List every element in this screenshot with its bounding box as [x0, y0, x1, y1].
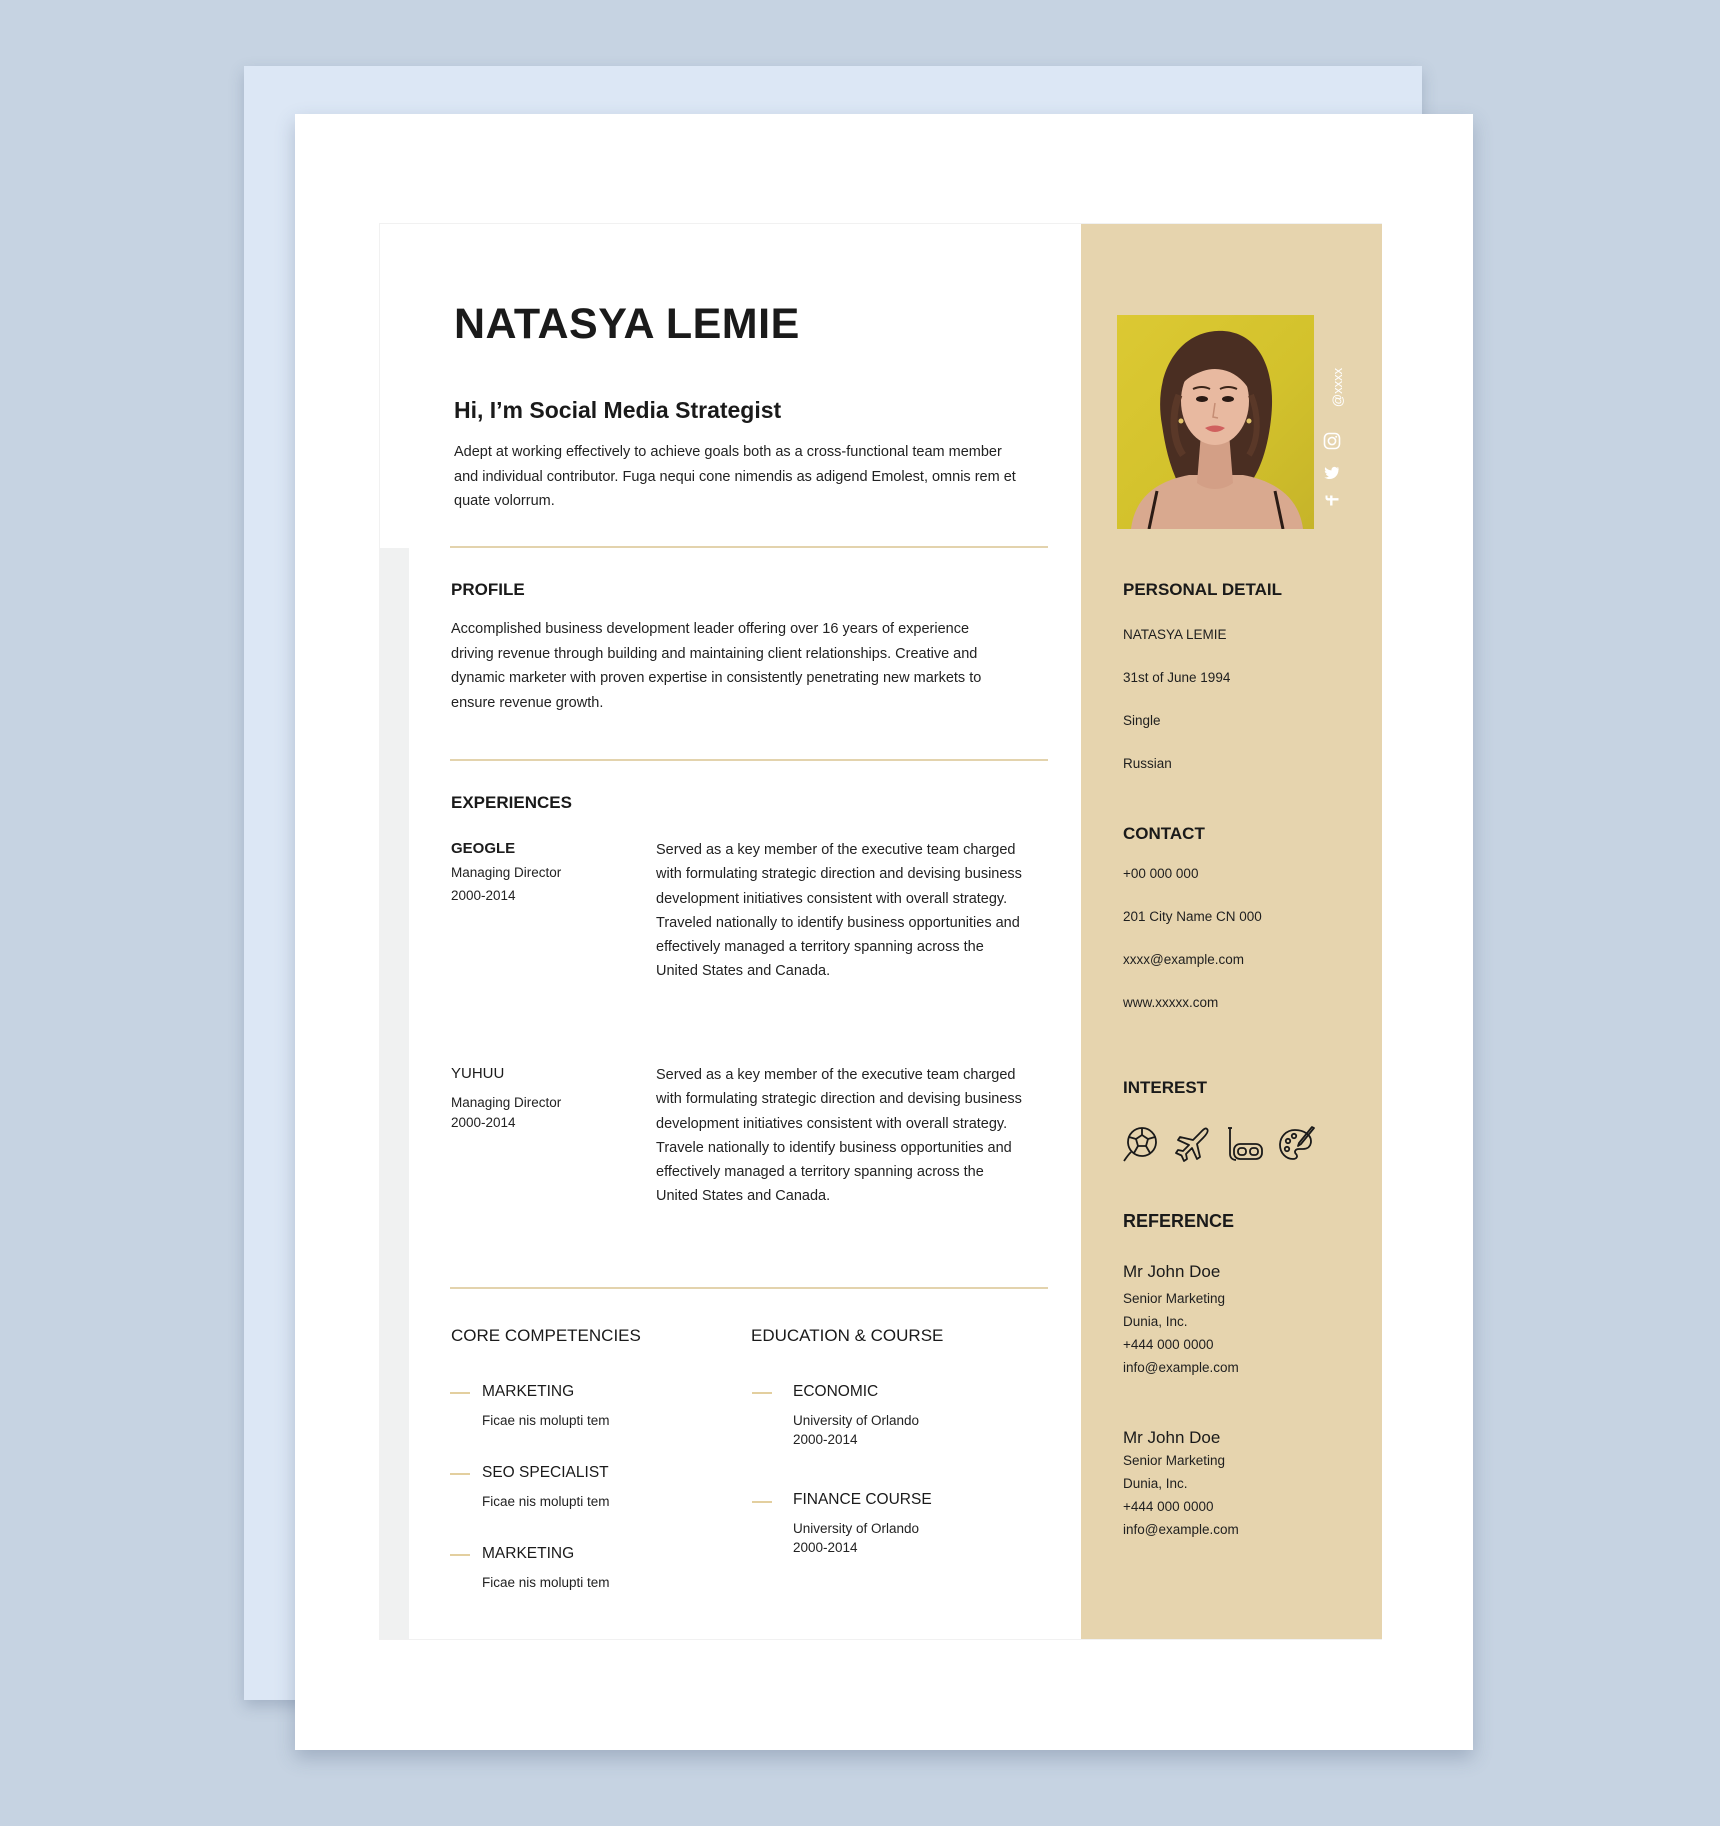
reference-phone: +444 000 0000 [1123, 1499, 1214, 1514]
personal-detail-birthdate: 31st of June 1994 [1123, 670, 1231, 685]
competencies-heading: CORE COMPETENCIES [451, 1326, 641, 1345]
reference-phone: +444 000 0000 [1123, 1337, 1214, 1352]
airplane-icon [1173, 1124, 1213, 1164]
resume-intro: Adept at working effectively to achieve goals both as a cross-functional team member and individual contributor. Fuga nequi cone nimendis as adigend Emolest, omnis rem et quate volorrum. [454, 444, 1016, 509]
bullet-dash [450, 1554, 470, 1556]
education-heading: EDUCATION & COURSE [751, 1326, 944, 1345]
personal-detail-nationality: Russian [1123, 756, 1172, 771]
divider-profile [450, 546, 1048, 548]
profile-heading: PROFILE [451, 580, 525, 599]
competency-title: MARKETING [482, 1383, 575, 1400]
personal-detail-name: NATASYA LEMIE [1123, 627, 1227, 642]
contact-phone: +00 000 000 [1123, 866, 1199, 881]
experience-company: YUHUU [451, 1065, 505, 1082]
interest-heading: INTEREST [1123, 1078, 1208, 1097]
reference-name: Mr John Doe [1123, 1428, 1221, 1447]
left-accent-bar [380, 548, 409, 1639]
instagram-icon[interactable] [1323, 432, 1341, 450]
competency-title: MARKETING [482, 1545, 575, 1562]
reference-company: Dunia, Inc. [1123, 1314, 1188, 1329]
social-handle[interactable]: @xxxx [1330, 367, 1346, 407]
experiences-heading: EXPERIENCES [451, 793, 572, 812]
education-years: 2000-2014 [793, 1432, 858, 1447]
reference-title: Senior Marketing [1123, 1453, 1226, 1468]
contact-website: www.xxxxx.com [1123, 995, 1219, 1010]
profile-text: Accomplished business development leader offering over 16 years of experience driving revenue through building and maintaining client relationships. Creative and dynamic marketer with proven expertise in consistently penetrating new markets to ensure revenue growth. [451, 621, 982, 711]
competency-title: SEO SPECIALIST [482, 1464, 609, 1481]
reference-title: Senior Marketing [1123, 1291, 1226, 1306]
soccer-ball-icon [1121, 1124, 1161, 1164]
experience-description: Served as a key member of the executive team charged with formulating strategic direction and devising business development initiatives consistent with overall strategy. Traveled nationally to identify business opportunities and effectively managed a territory spanning across the United States and Canada. [656, 842, 1022, 980]
education-school: University of Orlando [793, 1521, 920, 1536]
education-years: 2000-2014 [793, 1540, 858, 1555]
experience-years: 2000-2014 [451, 888, 516, 903]
experience-company: GEOGLE [451, 840, 516, 857]
education-school: University of Orlando [793, 1413, 920, 1428]
bullet-dash [450, 1473, 470, 1475]
contact-heading: CONTACT [1123, 824, 1205, 843]
personal-detail-heading: PERSONAL DETAIL [1123, 580, 1282, 599]
contact-email: xxxx@example.com [1123, 952, 1244, 967]
resume-tagline: Hi, I’m Social Media Strategist [454, 397, 782, 423]
personal-detail-status: Single [1123, 713, 1161, 728]
experience-years: 2000-2014 [451, 1115, 516, 1130]
reference-email: info@example.com [1123, 1360, 1239, 1375]
reference-company: Dunia, Inc. [1123, 1476, 1188, 1491]
bullet-dash [752, 1392, 772, 1394]
contact-address: 201 City Name CN 000 [1123, 909, 1262, 924]
competency-subtitle: Ficae nis molupti tem [482, 1575, 610, 1590]
experience-description: Served as a key member of the executive team charged with formulating strategic direction and devising business development initiatives consistent with overall strategy. Travele nationally to identify business opportunities and effectively managed a territory spanning across the United States and Canada. [656, 1067, 1022, 1205]
education-title: ECONOMIC [793, 1383, 879, 1400]
resume-name: NATASYA LEMIE [454, 300, 800, 348]
bullet-dash [752, 1501, 772, 1503]
experience-role: Managing Director [451, 865, 562, 880]
twitter-icon[interactable] [1323, 464, 1341, 482]
divider-competencies [450, 1287, 1048, 1289]
reference-name: Mr John Doe [1123, 1262, 1221, 1281]
education-title: FINANCE COURSE [793, 1491, 932, 1508]
divider-experiences [450, 759, 1048, 761]
facebook-icon[interactable] [1323, 491, 1341, 509]
competency-subtitle: Ficae nis molupti tem [482, 1413, 610, 1428]
profile-photo [1117, 315, 1314, 529]
reference-email: info@example.com [1123, 1522, 1239, 1537]
experience-role: Managing Director [451, 1095, 562, 1110]
diving-mask-icon [1225, 1124, 1265, 1164]
paint-palette-icon [1277, 1124, 1317, 1164]
reference-heading: REFERENCE [1123, 1211, 1235, 1231]
bullet-dash [450, 1392, 470, 1394]
competency-subtitle: Ficae nis molupti tem [482, 1494, 610, 1509]
